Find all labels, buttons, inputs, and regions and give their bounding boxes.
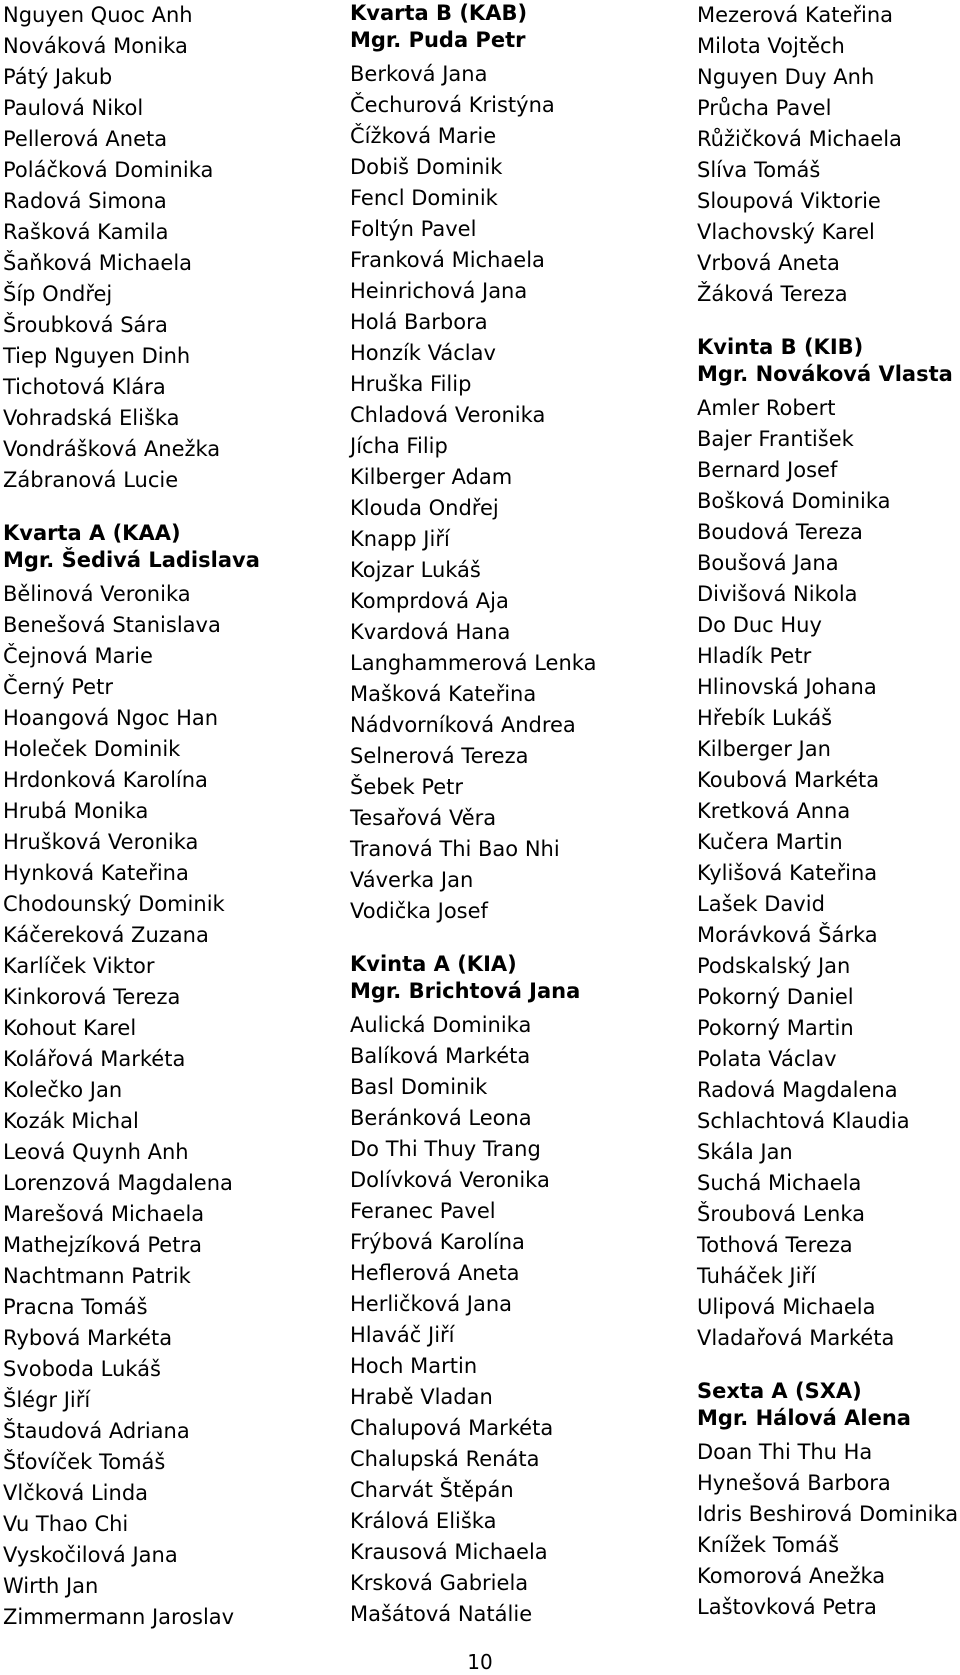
student-name: Hrušková Veronika — [3, 830, 199, 854]
student-name: Hoangová Ngoc Han — [3, 706, 219, 730]
student-name: Koubová Markéta — [697, 768, 880, 792]
student-name: Mathejzíková Petra — [3, 1233, 202, 1257]
student-name: Pokorný Martin — [697, 1016, 854, 1040]
student-name: Pátý Jakub — [3, 65, 113, 89]
student-name: Franková Michaela — [350, 248, 545, 272]
student-name: Knížek Tomáš — [697, 1533, 840, 1557]
student-name: Do Thi Thuy Trang — [350, 1137, 541, 1161]
student-name: Vlachovský Karel — [697, 220, 875, 244]
student-name: Selnerová Tereza — [350, 744, 529, 768]
student-name: Heinrichová Jana — [350, 279, 528, 303]
section-spacer — [697, 310, 958, 334]
student-name: Vladařová Markéta — [697, 1326, 895, 1350]
student-name: Hoch Martin — [350, 1354, 478, 1378]
class-section — [697, 1378, 958, 1623]
student-name: Pellerová Aneta — [3, 127, 168, 151]
class-heading: Kvinta A (KIA) — [350, 952, 517, 976]
student-name: Nachtmann Patrik — [3, 1264, 191, 1288]
class-section — [697, 334, 958, 1354]
student-name: Chalupová Markéta — [350, 1416, 554, 1440]
student-name: Basl Dominik — [350, 1075, 488, 1099]
student-name: Zimmermann Jaroslav — [3, 1605, 235, 1629]
student-name: Komprdová Aja — [350, 589, 509, 613]
student-name: Mašátová Natálie — [350, 1602, 533, 1626]
student-name: Kojzar Lukáš — [350, 558, 481, 582]
student-name: Kozák Michal — [3, 1109, 139, 1133]
section-spacer — [350, 927, 596, 951]
student-name: Růžičková Michaela — [697, 127, 902, 151]
column-2 — [350, 0, 596, 1630]
student-name: Honzík Václav — [350, 341, 496, 365]
student-name: Bošková Dominika — [697, 489, 891, 513]
student-name: Benešová Stanislava — [3, 613, 221, 637]
student-name: Šebek Petr — [350, 775, 464, 799]
student-name: Vrbová Aneta — [697, 251, 840, 275]
student-name: Radová Magdalena — [697, 1078, 898, 1102]
student-name: Čechurová Kristýna — [350, 93, 555, 117]
section-spacer — [697, 1354, 958, 1378]
student-name: Feranec Pavel — [350, 1199, 496, 1223]
student-name: Tuháček Jiří — [697, 1264, 816, 1288]
student-name: Čížková Marie — [350, 124, 497, 148]
student-name: Morávková Šárka — [697, 923, 878, 947]
student-name: Kvardová Hana — [350, 620, 511, 644]
student-name: Do Duc Huy — [697, 613, 822, 637]
student-name: Leová Quynh Anh — [3, 1140, 189, 1164]
student-name: Frýbová Karolína — [350, 1230, 525, 1254]
student-name: Kohout Karel — [3, 1016, 137, 1040]
student-name: Tiep Nguyen Dinh — [3, 344, 191, 368]
column-3 — [697, 0, 958, 1623]
student-name: Tranová Thi Bao Nhi — [350, 837, 560, 861]
student-name: Langhammerová Lenka — [350, 651, 597, 675]
student-name: Hrabě Vladan — [350, 1385, 493, 1409]
student-name: Rašková Kamila — [3, 220, 169, 244]
student-name: Vu Thao Chi — [3, 1512, 129, 1536]
student-name: Paulová Nikol — [3, 96, 144, 120]
student-name: Schlachtová Klaudia — [697, 1109, 910, 1133]
student-name: Vodička Josef — [350, 899, 488, 923]
class-section — [3, 520, 260, 1633]
student-name: Nguyen Quoc Anh — [3, 3, 193, 27]
student-name: Lorenzová Magdalena — [3, 1171, 233, 1195]
student-name: Hynešová Barbora — [697, 1471, 891, 1495]
student-name: Radová Simona — [3, 189, 167, 213]
student-name: Káčereková Zuzana — [3, 923, 209, 947]
student-name: Kylišová Kateřina — [697, 861, 878, 885]
student-name: Herličková Jana — [350, 1292, 513, 1316]
class-section — [350, 0, 596, 927]
student-name: Amler Robert — [697, 396, 836, 420]
student-name: Svoboda Lukáš — [3, 1357, 161, 1381]
student-name: Dolívková Veronika — [350, 1168, 550, 1192]
section-spacer — [3, 496, 260, 520]
class-heading: Kvarta A (KAA) — [3, 521, 181, 545]
student-name: Holeček Dominik — [3, 737, 181, 761]
student-name: Krsková Gabriela — [350, 1571, 529, 1595]
student-name: Hladík Petr — [697, 644, 812, 668]
student-name: Milota Vojtěch — [697, 34, 845, 58]
student-name: Divišová Nikola — [697, 582, 858, 606]
student-name: Hrubá Monika — [3, 799, 149, 823]
student-name: Hynková Kateřina — [3, 861, 189, 885]
student-name: Laštovková Petra — [697, 1595, 877, 1619]
student-name: Hlaváč Jiří — [350, 1323, 455, 1347]
student-name: Holá Barbora — [350, 310, 488, 334]
class-teacher: Mgr. Puda Petr — [350, 28, 526, 52]
student-name: Hřebík Lukáš — [697, 706, 833, 730]
class-heading: Kvarta B (KAB) — [350, 1, 528, 25]
student-name: Vohradská Eliška — [3, 406, 180, 430]
student-name: Suchá Michaela — [697, 1171, 862, 1195]
student-name: Kilberger Adam — [350, 465, 513, 489]
student-name: Krausová Michaela — [350, 1540, 548, 1564]
student-name: Lašek David — [697, 892, 825, 916]
student-name: Šroubková Sára — [3, 313, 168, 337]
student-name: Tichotová Klára — [3, 375, 166, 399]
student-name: Hruška Filip — [350, 372, 472, 396]
student-name: Rybová Markéta — [3, 1326, 173, 1350]
student-name: Pracna Tomáš — [3, 1295, 148, 1319]
student-name: Šťovíček Tomáš — [3, 1450, 166, 1474]
class-teacher: Mgr. Šedivá Ladislava — [3, 548, 260, 572]
column-1 — [3, 0, 260, 1633]
student-name: Komorová Anežka — [697, 1564, 886, 1588]
student-name: Králová Eliška — [350, 1509, 497, 1533]
student-name: Váverka Jan — [350, 868, 474, 892]
student-name: Kučera Martin — [697, 830, 843, 854]
class-heading: Sexta A (SXA) — [697, 1379, 862, 1403]
class-section — [350, 951, 596, 1630]
student-name: Bělinová Veronika — [3, 582, 191, 606]
student-name: Aulická Dominika — [350, 1013, 532, 1037]
student-name: Podskalský Jan — [697, 954, 851, 978]
student-name: Dobiš Dominik — [350, 155, 503, 179]
student-name: Šíp Ondřej — [3, 282, 113, 306]
student-name: Mezerová Kateřina — [697, 3, 894, 27]
student-name: Čejnová Marie — [3, 644, 153, 668]
class-teacher: Mgr. Nováková Vlasta — [697, 362, 953, 386]
student-name: Bajer František — [697, 427, 854, 451]
student-name: Nádvorníková Andrea — [350, 713, 576, 737]
student-name: Nováková Monika — [3, 34, 188, 58]
student-name: Klouda Ondřej — [350, 496, 499, 520]
student-name: Polata Václav — [697, 1047, 837, 1071]
student-name: Žáková Tereza — [697, 282, 848, 306]
student-name: Hrdonková Karolína — [3, 768, 208, 792]
student-name: Foltýn Pavel — [350, 217, 477, 241]
student-name: Heflerová Aneta — [350, 1261, 520, 1285]
student-name: Charvát Štěpán — [350, 1478, 514, 1502]
student-name: Skála Jan — [697, 1140, 793, 1164]
student-name: Šroubová Lenka — [697, 1202, 866, 1226]
student-name: Štaudová Adriana — [3, 1419, 190, 1443]
student-name: Zábranová Lucie — [3, 468, 179, 492]
student-name: Jícha Filip — [350, 434, 448, 458]
student-name: Chalupská Renáta — [350, 1447, 540, 1471]
class-heading: Kvinta B (KIB) — [697, 335, 864, 359]
student-name: Tesařová Věra — [350, 806, 497, 830]
student-name: Kretková Anna — [697, 799, 851, 823]
student-name: Vondrášková Anežka — [3, 437, 221, 461]
student-name: Šaňková Michaela — [3, 251, 193, 275]
student-name: Poláčková Dominika — [3, 158, 214, 182]
student-name: Knapp Jiří — [350, 527, 450, 551]
student-name: Berková Jana — [350, 62, 488, 86]
student-name: Chladová Veronika — [350, 403, 546, 427]
student-name: Kinkorová Tereza — [3, 985, 181, 1009]
student-name: Beránková Leona — [350, 1106, 532, 1130]
student-name: Vlčková Linda — [3, 1481, 149, 1505]
student-name: Boušová Jana — [697, 551, 839, 575]
student-name: Idris Beshirová Dominika — [697, 1502, 959, 1526]
student-name: Boudová Tereza — [697, 520, 863, 544]
student-name: Průcha Pavel — [697, 96, 832, 120]
student-name: Slíva Tomáš — [697, 158, 821, 182]
student-name: Kolečko Jan — [3, 1078, 123, 1102]
student-name: Wirth Jan — [3, 1574, 99, 1598]
student-name: Karlíček Viktor — [3, 954, 155, 978]
student-name: Kilberger Jan — [697, 737, 831, 761]
student-name: Mašková Kateřina — [350, 682, 537, 706]
student-name: Nguyen Duy Anh — [697, 65, 875, 89]
student-name: Vyskočilová Jana — [3, 1543, 178, 1567]
class-teacher: Mgr. Hálová Alena — [697, 1406, 911, 1430]
student-name: Fencl Dominik — [350, 186, 498, 210]
student-name: Doan Thi Thu Ha — [697, 1440, 873, 1464]
student-name: Balíková Markéta — [350, 1044, 531, 1068]
student-name: Marešová Michaela — [3, 1202, 205, 1226]
class-section — [3, 0, 260, 496]
student-name: Ulipová Michaela — [697, 1295, 876, 1319]
student-name: Tothová Tereza — [697, 1233, 853, 1257]
student-name: Bernard Josef — [697, 458, 838, 482]
student-name: Pokorný Daniel — [697, 985, 854, 1009]
class-teacher: Mgr. Brichtová Jana — [350, 979, 581, 1003]
student-name: Sloupová Viktorie — [697, 189, 881, 213]
page-number: 10 — [467, 1650, 493, 1674]
student-name: Černý Petr — [3, 675, 113, 699]
student-name: Hlinovská Johana — [697, 675, 877, 699]
student-name: Kolářová Markéta — [3, 1047, 186, 1071]
student-name: Šlégr Jiří — [3, 1388, 91, 1412]
class-section — [697, 0, 958, 310]
student-name: Chodounský Dominik — [3, 892, 225, 916]
